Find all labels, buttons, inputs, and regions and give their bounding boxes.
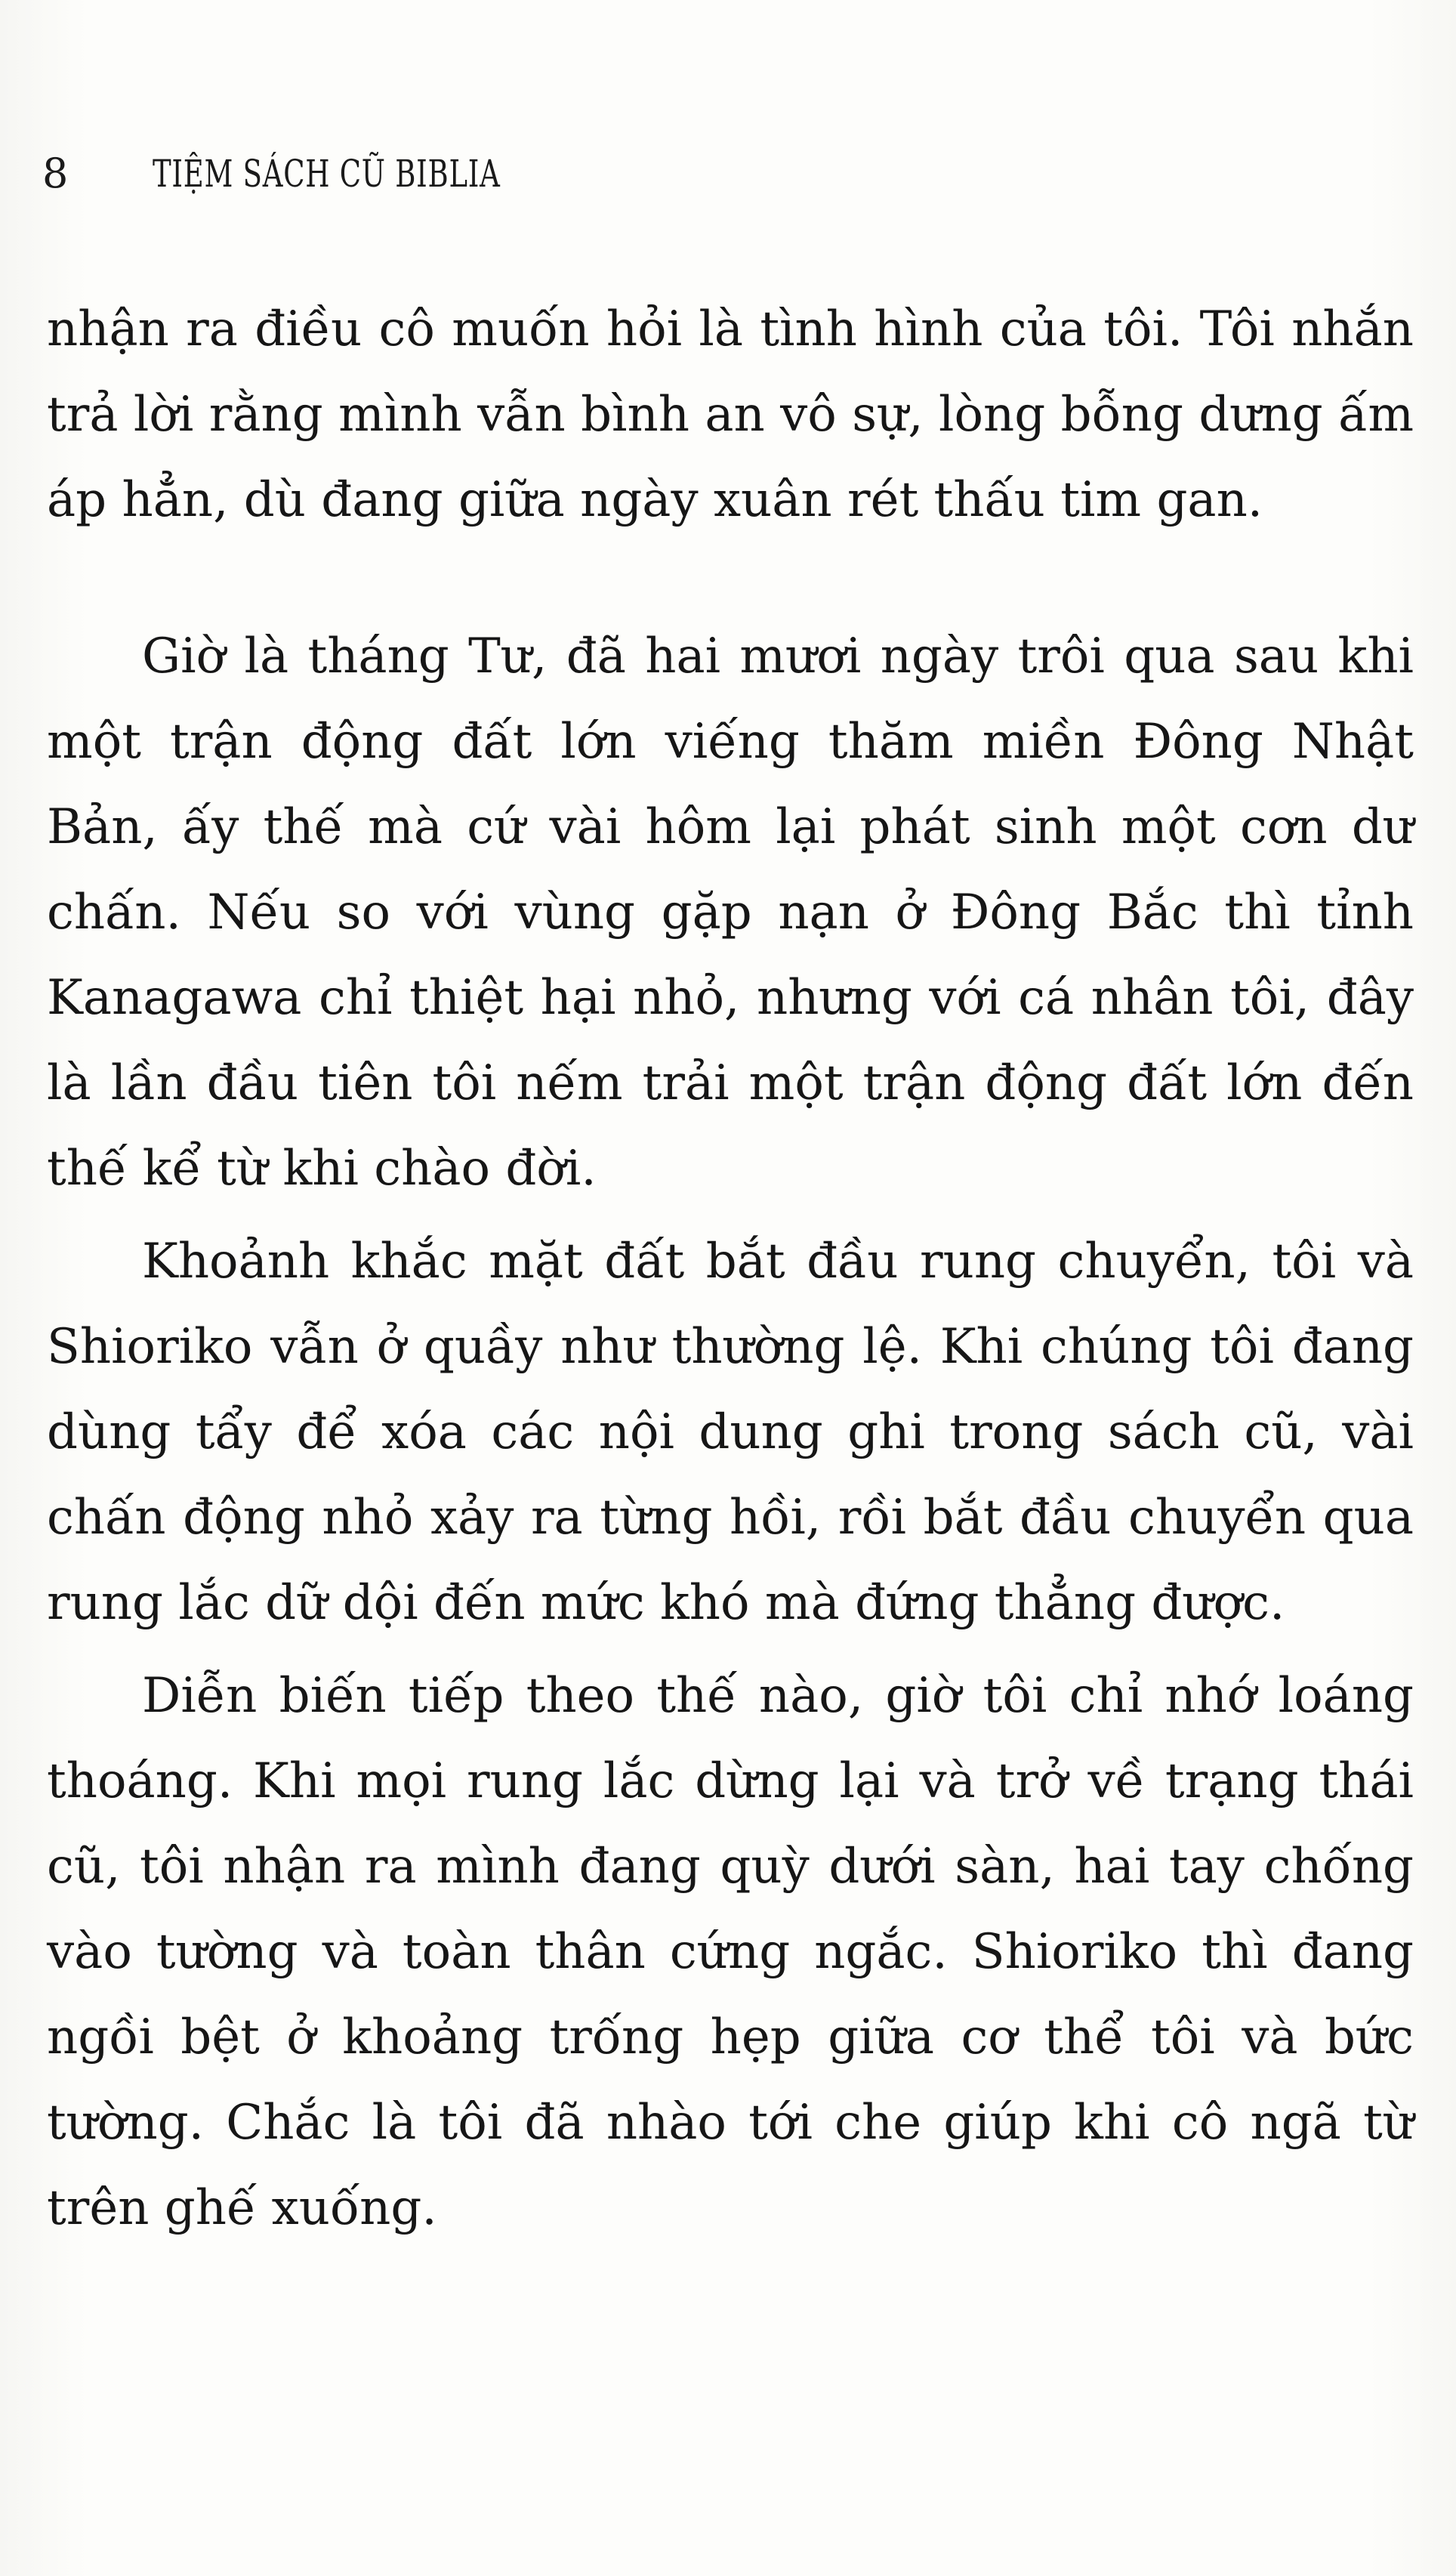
paragraph: Giờ là tháng Tư, đã hai mươi ngày trôi qua sau khi một trận động đất lớn viếng thăm miền Đông Nhật Bản, ấy thế mà cứ vài hôm lại phát sinh một cơn dư chấn. Nếu so với vùng gặp nạn ở Đông Bắc thì tỉnh Kanagawa chỉ thiệt hại nhỏ, nhưng với cá nhân tôi, đây là lần đầu tiên tôi nếm trải một trận động đất lớn đến thế kể từ khi chào đời. <box>47 629 1414 1197</box>
page-header <box>42 136 623 212</box>
section-break <box>47 543 1414 614</box>
page-body-text <box>47 287 1414 2251</box>
paragraph-spacing <box>47 1646 1414 1654</box>
paragraph-continued: nhận ra điều cô muốn hỏi là tình hình của tôi. Tôi nhắn trả lời rằng mình vẫn bình an vô sự, lòng bỗng dưng ấm áp hẳn, dù đang giữa ngày xuân rét thấu tim gan. <box>47 301 1414 528</box>
paragraph: Khoảnh khắc mặt đất bắt đầu rung chuyển, tôi và Shioriko vẫn ở quầy như thường lệ. Khi chúng tôi đang dùng tẩy để xóa các nội dung ghi trong sách cũ, vài chấn động nhỏ xảy ra từng hồi, rồi bắt đầu chuyển qua rung lắc dữ dội đến mức khó mà đứng thẳng được. <box>47 1234 1414 1631</box>
page-number: 8 <box>42 150 69 197</box>
running-title: TIỆM SÁCH CŨ BIBLIA <box>153 152 501 196</box>
paragraph: Diễn biến tiếp theo thế nào, giờ tôi chỉ nhớ loáng thoáng. Khi mọi rung lắc dừng lại và trở về trạng thái cũ, tôi nhận ra mình đang quỳ dưới sàn, hai tay chống vào tường và toàn thân cứng ngắc. Shioriko thì đang ngồi bệt ở khoảng trống hẹp giữa cơ thể tôi và bức tường. Chắc là tôi đã nhào tới che giúp khi cô ngã từ trên ghế xuống. <box>47 1668 1414 2236</box>
paragraph-spacing <box>47 1212 1414 1219</box>
